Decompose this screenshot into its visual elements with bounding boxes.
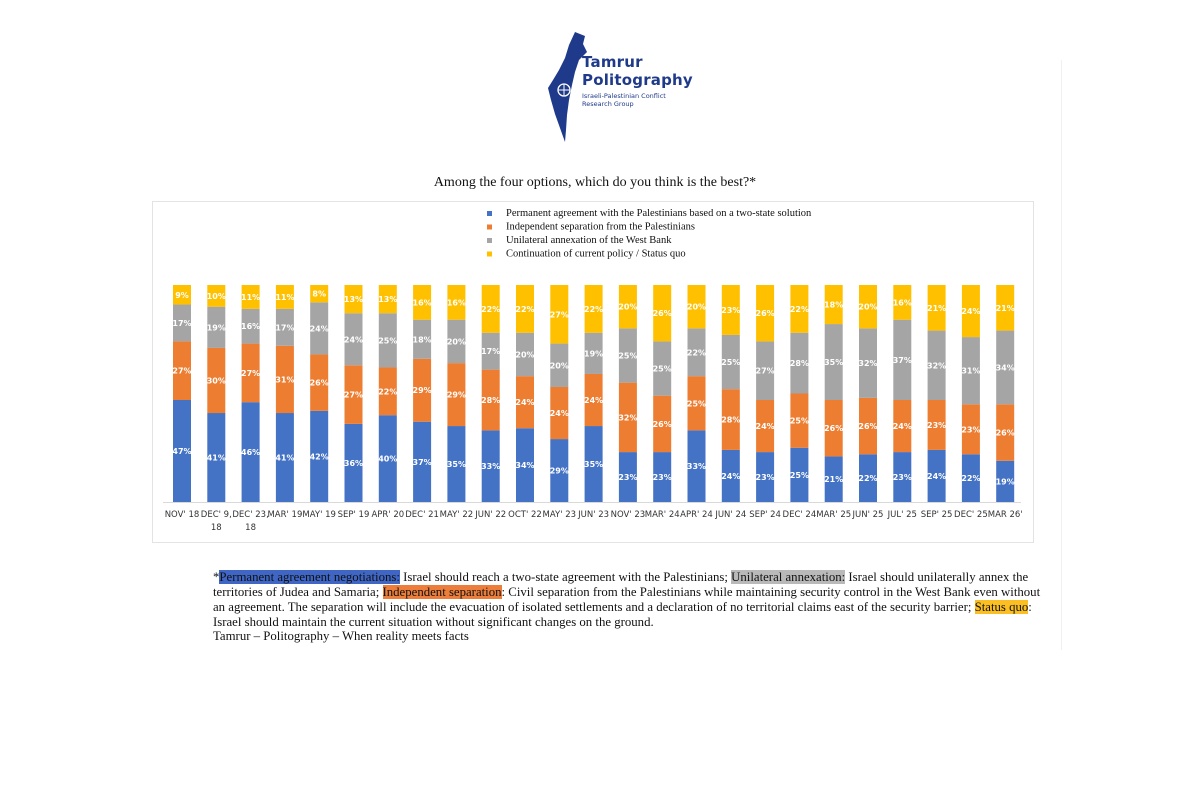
data-label-12-2: 19%: [584, 349, 604, 359]
x-tick-label-10: OCT' 22: [508, 510, 542, 520]
x-tick-label-3: MAR' 19: [267, 510, 303, 520]
data-label-13-1: 32%: [618, 413, 638, 423]
x-tick-label-11: MAY' 23: [542, 510, 577, 520]
x-tick-label-0: NOV' 18: [164, 510, 200, 520]
data-label-12-0: 35%: [584, 460, 604, 470]
data-label-0-2: 17%: [172, 318, 192, 328]
data-label-17-1: 24%: [755, 422, 775, 432]
logo-subtitle-line-1: Israeli-Palestinian Conflict: [582, 92, 666, 100]
data-label-22-3: 21%: [927, 303, 947, 313]
data-label-1-3: 10%: [206, 291, 226, 301]
legend-swatch-3: [487, 252, 492, 257]
data-label-23-2: 31%: [961, 366, 981, 376]
x-tick-label-2-line2: 18: [245, 523, 257, 533]
def-unilateral-annexation: Israel should unilaterally annex the territories of Judea and Samaria;: [213, 570, 1029, 599]
data-label-7-3: 16%: [412, 298, 432, 308]
x-tick-label-2: DEC' 23,: [232, 510, 269, 520]
data-label-21-2: 37%: [892, 355, 912, 365]
data-label-18-3: 22%: [789, 304, 809, 314]
data-label-12-1: 24%: [584, 396, 604, 406]
data-label-11-3: 27%: [549, 310, 569, 320]
x-tick-label-18: DEC' 24: [782, 510, 817, 520]
data-label-11-2: 20%: [549, 361, 569, 371]
data-label-17-3: 26%: [755, 309, 775, 319]
data-label-8-3: 16%: [446, 298, 466, 308]
x-tick-label-6: APR' 20: [371, 510, 405, 520]
data-label-13-2: 25%: [618, 351, 638, 361]
x-tick-label-14: MAR' 24: [644, 510, 680, 520]
data-label-22-0: 24%: [927, 471, 947, 481]
data-label-24-0: 19%: [995, 477, 1015, 487]
x-tick-label-24: MAR 26': [987, 510, 1023, 520]
data-label-7-0: 37%: [412, 457, 432, 467]
chart-frame: [152, 201, 1034, 543]
data-label-24-1: 26%: [995, 428, 1015, 438]
data-label-15-1: 25%: [686, 399, 707, 409]
data-label-3-3: 11%: [275, 292, 295, 302]
data-label-3-0: 41%: [275, 453, 295, 463]
x-tick-label-22: SEP' 25: [920, 510, 953, 520]
data-label-3-2: 17%: [275, 323, 295, 333]
data-label-10-1: 24%: [515, 398, 535, 408]
data-label-4-2: 24%: [309, 324, 329, 334]
data-label-21-0: 23%: [892, 473, 912, 483]
x-tick-label-4: MAY' 19: [302, 510, 336, 520]
data-label-10-0: 34%: [515, 461, 535, 471]
data-label-0-1: 27%: [172, 366, 192, 376]
data-label-3-1: 31%: [275, 375, 295, 385]
x-tick-label-15: APR' 24: [680, 510, 713, 520]
data-label-1-2: 19%: [206, 323, 226, 333]
data-label-17-0: 23%: [755, 473, 775, 483]
data-label-19-1: 26%: [824, 424, 844, 434]
x-tick-label-12: JUN' 23: [578, 510, 610, 520]
data-label-7-2: 18%: [412, 335, 432, 345]
x-tick-label-7: DEC' 21: [405, 510, 439, 520]
data-label-21-3: 16%: [892, 298, 912, 308]
term-independent-separation: Independent separation: [382, 585, 502, 599]
x-tick-label-1-line2: 18: [210, 523, 222, 533]
data-label-1-1: 30%: [206, 376, 226, 386]
data-label-16-3: 23%: [721, 305, 741, 315]
data-label-4-0: 42%: [309, 452, 329, 462]
data-label-11-1: 24%: [549, 409, 569, 419]
data-label-2-2: 16%: [241, 322, 261, 332]
data-label-19-3: 18%: [824, 300, 844, 310]
data-label-14-1: 26%: [652, 419, 672, 429]
data-label-13-3: 20%: [618, 302, 638, 312]
def-permanent-agreement: Israel should reach a two-state agreement with the Palestinians;: [399, 570, 732, 584]
x-tick-label-5: SEP' 19: [337, 510, 370, 520]
stacked-bar-chart: [153, 202, 1033, 542]
definitions-note: [213, 570, 1043, 630]
term-status-quo: Status quo: [974, 600, 1029, 614]
data-label-1-0: 41%: [206, 453, 226, 463]
data-label-4-1: 26%: [309, 378, 329, 388]
legend-swatch-2: [487, 238, 492, 243]
data-label-24-3: 21%: [995, 303, 1015, 313]
x-tick-label-23: DEC' 25: [954, 510, 988, 520]
data-label-5-0: 36%: [343, 458, 364, 468]
data-label-20-0: 22%: [858, 474, 878, 484]
data-label-14-0: 23%: [652, 473, 672, 483]
data-label-5-2: 24%: [343, 335, 364, 345]
data-label-10-3: 22%: [515, 304, 535, 314]
x-tick-label-21: JUL' 25: [887, 510, 917, 520]
data-label-18-0: 25%: [789, 470, 809, 480]
data-label-16-1: 28%: [721, 415, 741, 425]
def-status-quo: : Israel should maintain the current situation without significant changes on the ground.: [213, 600, 1032, 629]
data-label-23-3: 24%: [961, 307, 981, 317]
data-label-9-3: 22%: [481, 304, 501, 314]
logo-name-line-1: Tamrur: [582, 53, 643, 71]
legend-label-3: Continuation of current policy / Status quo: [506, 248, 686, 260]
data-label-16-0: 24%: [721, 471, 741, 481]
data-label-18-2: 28%: [789, 359, 809, 369]
data-label-8-2: 20%: [446, 337, 466, 347]
data-label-17-2: 27%: [755, 366, 775, 376]
data-label-21-1: 24%: [892, 422, 912, 432]
data-label-15-2: 22%: [686, 348, 707, 358]
x-tick-label-1: DEC' 9,: [200, 510, 232, 520]
data-label-15-3: 20%: [686, 302, 707, 312]
data-label-8-0: 35%: [446, 460, 466, 470]
data-label-14-3: 26%: [652, 309, 672, 319]
data-label-6-3: 13%: [378, 295, 398, 305]
data-label-14-2: 25%: [652, 364, 672, 374]
data-label-22-1: 23%: [927, 420, 947, 430]
data-label-2-0: 46%: [241, 448, 261, 458]
legend-label-0: Permanent agreement with the Palestinians based on a two-state solution: [506, 208, 812, 219]
data-label-2-1: 27%: [241, 368, 261, 378]
data-label-20-2: 32%: [858, 359, 878, 369]
data-label-5-3: 13%: [343, 295, 364, 305]
data-label-9-1: 28%: [481, 396, 501, 406]
chart-title: Among the four options, which do you think is the best?*: [433, 175, 757, 190]
data-label-20-1: 26%: [858, 422, 878, 432]
legend-label-1: Independent separation from the Palestinians: [506, 221, 695, 233]
data-label-23-0: 22%: [961, 474, 981, 484]
legend-swatch-0: [487, 211, 492, 216]
logo-subtitle-line-2: Research Group: [582, 100, 634, 108]
x-tick-label-9: JUN' 22: [475, 510, 507, 520]
data-label-22-2: 32%: [927, 361, 947, 371]
data-label-24-2: 34%: [995, 363, 1015, 373]
term-unilateral-annexation: Unilateral annexation:: [731, 570, 846, 584]
data-label-15-0: 33%: [686, 462, 707, 472]
data-label-5-1: 27%: [343, 390, 364, 400]
data-label-0-0: 47%: [172, 447, 192, 457]
x-tick-label-19: MAR' 25: [816, 510, 852, 520]
def-independent-separation: : Civil separation from the Palestinians while maintaining security control in the West Bank even without an agreement. The separation will include the evacuation of isolated settlements and a declaration of no territorial claims east of the security barrier;: [213, 585, 1041, 614]
legend-label-2: Unilateral annexation of the West Bank: [506, 235, 672, 246]
data-label-8-1: 29%: [446, 390, 466, 400]
data-label-6-0: 40%: [378, 454, 398, 464]
page-edge-divider: [1061, 60, 1062, 650]
x-tick-label-8: MAY' 22: [439, 510, 474, 520]
data-label-2-3: 11%: [241, 292, 261, 302]
data-label-19-2: 35%: [824, 358, 844, 368]
data-label-6-1: 22%: [378, 387, 398, 397]
x-tick-label-17: SEP' 24: [749, 510, 781, 520]
data-label-9-0: 33%: [481, 462, 501, 472]
data-label-7-1: 29%: [412, 386, 432, 396]
logo-name-line-2: Politography: [582, 71, 693, 89]
data-label-20-3: 20%: [858, 302, 878, 312]
data-label-19-0: 21%: [824, 475, 844, 485]
data-label-18-1: 25%: [789, 416, 809, 426]
data-label-11-0: 29%: [549, 466, 569, 476]
x-tick-label-20: JUN' 25: [852, 510, 884, 520]
data-label-16-2: 25%: [721, 358, 741, 368]
data-label-13-0: 23%: [618, 473, 638, 483]
footer-tagline: Tamrur – Politography – When reality meets facts: [213, 629, 469, 643]
term-permanent-agreement: Permanent agreement negotiations:: [219, 570, 400, 584]
data-label-23-1: 23%: [961, 425, 981, 435]
data-label-6-2: 25%: [378, 336, 398, 346]
data-label-4-3: 8%: [312, 289, 326, 299]
data-label-12-3: 22%: [584, 304, 604, 314]
data-label-10-2: 20%: [515, 350, 535, 360]
x-tick-label-16: JUN' 24: [715, 510, 747, 520]
legend-swatch-1: [487, 225, 492, 230]
note-asterisk: *: [213, 570, 220, 584]
x-tick-label-13: NOV' 23: [610, 510, 646, 520]
data-label-9-2: 17%: [481, 347, 501, 357]
data-label-0-3: 9%: [175, 290, 189, 300]
